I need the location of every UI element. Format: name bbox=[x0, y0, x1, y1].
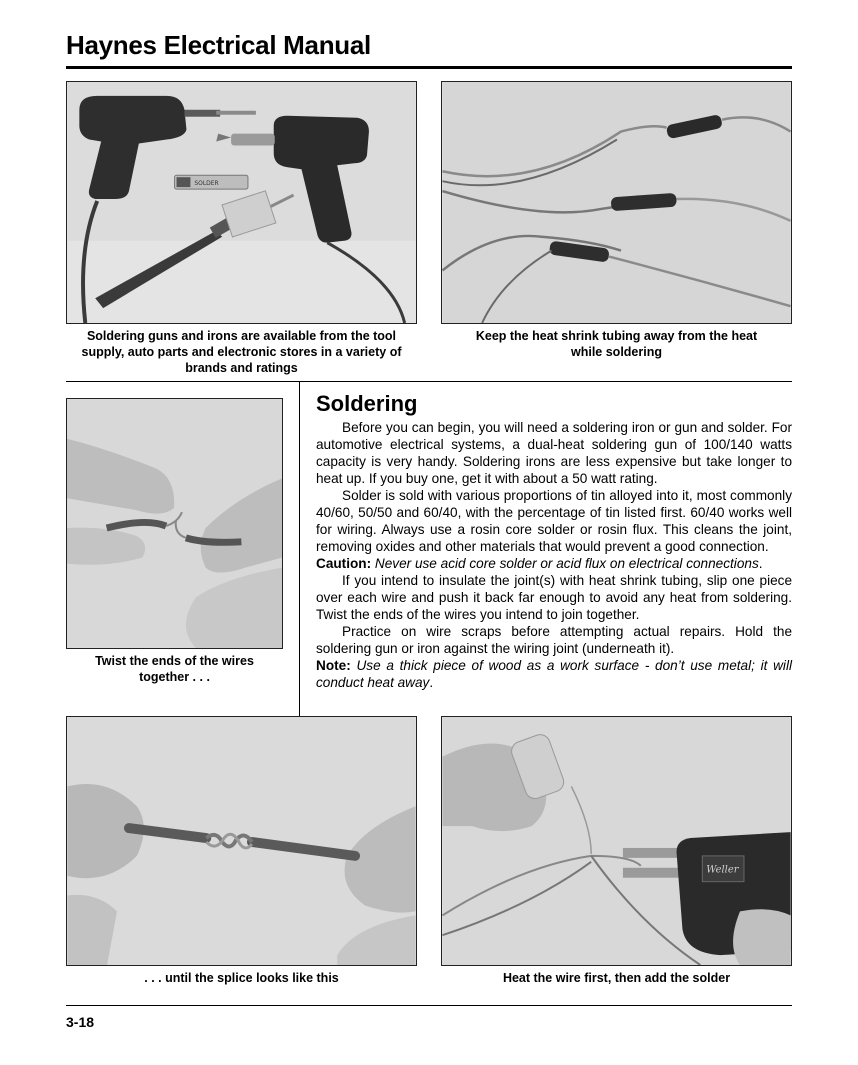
note-label: Note: bbox=[316, 658, 351, 673]
note-paragraph bbox=[316, 657, 792, 691]
caution-text: Never use acid core solder or acid flux on electrical connections bbox=[374, 556, 759, 571]
section-body bbox=[316, 419, 792, 691]
caption-heat-wire-add-solder: Heat the wire first, then add the solder bbox=[502, 971, 731, 985]
note-text: Use a thick piece of wood as a work surface - don’t use metal; it will conduct heat away bbox=[316, 658, 792, 690]
page-number: 3-18 bbox=[66, 1014, 95, 1030]
paragraph-practice: Practice on wire scraps before attempting actual repairs. Hold the soldering gun or iron against the wiring joint (underneath it). bbox=[316, 624, 792, 656]
caution-label: Caution: bbox=[316, 556, 372, 571]
photo-soldering-guns bbox=[66, 81, 417, 324]
section-divider-top bbox=[66, 381, 792, 382]
note-end: . bbox=[429, 675, 434, 690]
photo-heat-wire-add-solder bbox=[441, 716, 792, 966]
page-title: Haynes Electrical Manual bbox=[66, 30, 371, 60]
paragraph-heat-shrink: If you intend to insulate the joint(s) with heat shrink tubing, slip one piece over each wire and push it back far enough to avoid any heat from soldering. Twist the ends of the wires you intend to join together. bbox=[316, 573, 792, 622]
header-rule bbox=[66, 66, 792, 69]
photo-splice bbox=[66, 716, 417, 966]
caution-paragraph bbox=[316, 555, 792, 572]
photo-heat-shrink-tubing bbox=[441, 81, 792, 324]
caution-end: . bbox=[758, 556, 763, 571]
caption-splice: . . . until the splice looks like this bbox=[144, 971, 339, 985]
section-heading: Soldering bbox=[316, 391, 418, 416]
caption-twist-wires: Twist the ends of the wires together . . . bbox=[95, 654, 254, 684]
weller-brand-text: Weller bbox=[706, 864, 739, 876]
column-divider bbox=[299, 381, 300, 717]
photo-twist-wires bbox=[66, 398, 283, 649]
footer-rule bbox=[66, 1005, 792, 1006]
solder-label-text: SOLDER bbox=[194, 180, 219, 188]
paragraph-solder: Solder is sold with various proportions of tin alloyed into it, most commonly 40/60, 50/50 and 60/40, with the percentage of tin listed first. 60/40 works well for wiring. Always use a rosin core solder or rosin flux. This cleans the joint, removing oxides and other materials that would prevent a good connection. bbox=[316, 488, 792, 554]
caption-soldering-guns: Soldering guns and irons are available from the tool supply, auto parts and electronic stores in a variety of brands and ratings bbox=[81, 329, 402, 375]
caption-heat-shrink-tubing: Keep the heat shrink tubing away from the heat while soldering bbox=[475, 329, 758, 359]
paragraph-intro: Before you can begin, you will need a soldering iron or gun and solder. For automotive electrical systems, a dual-heat soldering gun of 100/140 watts capacity is very handy. Soldering irons are less expensive but take longer to heat up. If you buy one, get it with about a 50 watt rating. bbox=[316, 420, 792, 486]
